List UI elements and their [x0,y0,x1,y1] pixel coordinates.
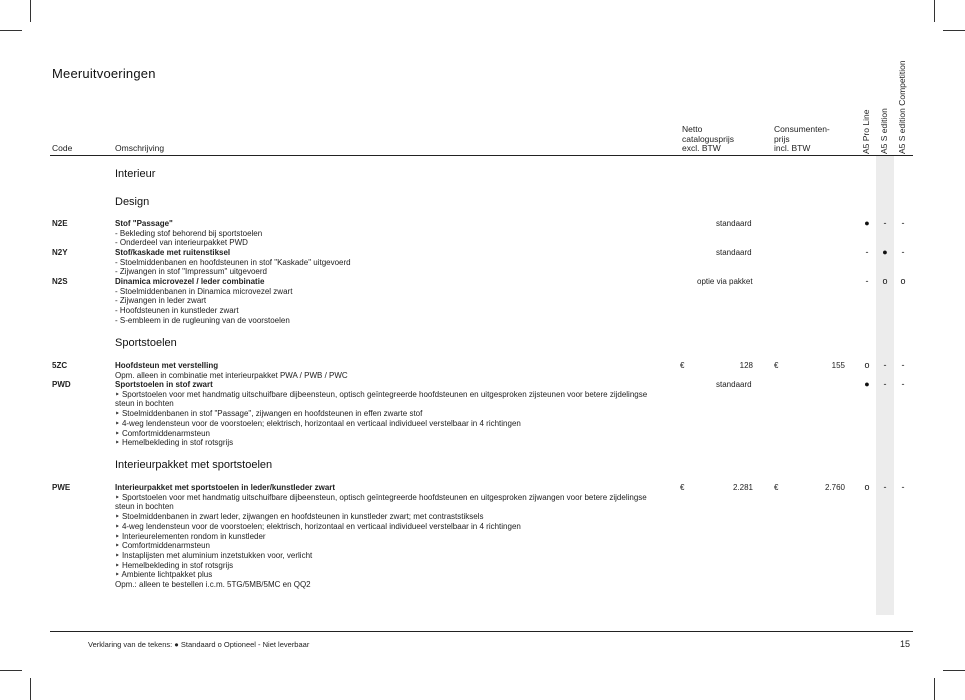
price-label: standaard [716,248,752,257]
row-code: PWE [52,483,71,492]
marker-competition: - [901,247,905,257]
header-consumer-line2: prijs [774,133,790,144]
section-design: Design [115,196,150,208]
row-line: ‣ Instaplijsten met aluminium inzetstukken voor, verlicht [115,550,313,560]
row-description [115,219,655,248]
price-label: standaard [716,219,752,228]
row-line: ‣ Interieurelementen rondom in kunstleder [115,531,266,541]
row-line: - Hoofdsteunen in kunstleder zwart [115,306,239,316]
header-description: Omschrijving [115,143,165,153]
row-title: Stof/kaskade met ruitenstiksel [115,248,231,257]
crop-mark [30,678,31,700]
marker-competition: o [900,276,906,286]
price-label: standaard [716,380,752,389]
row-line: ‣ Stoelmiddenbanen in stof "Passage", zijwangen en hoofdsteunen in effen zwarte stof [115,409,423,419]
header-netto-line2: catalogusprijs [682,133,734,144]
crop-mark [943,30,965,31]
section-interieur: Interieur [115,168,156,180]
row-line: ‣ Hemelbekleding in stof rotsgrijs [115,560,234,570]
netto-price: 2.281 [732,483,753,492]
header-netto-line3: excl. BTW [682,143,721,153]
marker-s-edition: ● [882,247,888,257]
legend: Verklaring van de tekens: ● Standaard o Optioneel - Niet leverbaar [88,640,310,649]
row-line: ‣ Comfortmiddenarmsteun [115,541,210,551]
crop-mark [0,670,22,671]
row-line: ‣ Comfortmiddenarmsteun [115,428,210,438]
marker-competition: - [901,218,905,228]
euro-sign: € [680,361,685,370]
consumer-price: 2.760 [824,483,845,492]
row-line: ‣ 4-weg lendensteun voor de voorstoelen; elektrisch, horizontaal en verticaal individueel verstelbaar in 4 richtingen [115,418,521,428]
euro-sign: € [680,483,685,492]
marker-pro-line: ● [864,218,870,228]
row-description [115,277,655,326]
price-label: optie via pakket [697,277,753,286]
marker-s-edition: - [883,218,887,228]
marker-competition: - [901,360,905,370]
header-rule [50,155,913,156]
row-code: N2S [52,277,68,286]
row-code: N2E [52,219,68,228]
header-consumer-line1: Consumenten- [774,124,830,134]
row-line: ‣ Hemelbekleding in stof rotsgrijs [115,438,234,448]
row-title: Hoofdsteun met verstelling [115,361,219,370]
row-line: ‣ 4-weg lendensteun voor de voorstoelen; elektrisch, horizontaal en verticaal individueel verstelbaar in 4 richtingen [115,521,521,531]
row-line: - Stoelmiddenbanen in Dinamica microvezel zwart [115,286,293,296]
row-description [115,380,655,448]
marker-s-edition: - [883,482,887,492]
row-line: ‣ Sportstoelen voor met handmatig uitschuifbare dijbeensteun, optisch geïntegreerde hoofdsteunen en uitgesproken zijsteunen voor betere zijdelingse steun in bochten [115,389,648,409]
marker-pro-line: - [865,276,869,286]
row-line: - S-embleem in de rugleuning van de voorstoelen [115,315,290,325]
row-line: - Bekleding stof behorend bij sportstoelen [115,228,263,238]
marker-competition: - [901,482,905,492]
header-netto-line1: Netto [682,124,703,134]
row-line: Opm.: alleen te bestellen i.c.m. 5TG/5MB/5MC en QQ2 [115,580,311,590]
header-consumer [774,125,830,154]
crop-mark [934,678,935,700]
row-line: ‣ Sportstoelen voor met handmatig uitschuifbare dijbeensteun, optisch geïntegreerde hoofdsteunen en uitgesproken zijwangen voor betere zijdelingse steun in bochten [115,492,647,512]
header-consumer-line3: incl. BTW [774,143,811,153]
section-sportstoelen: Sportstoelen [115,337,177,349]
header-col-pro-line: A5 Pro Line [861,109,871,154]
row-title: Stof "Passage" [115,219,173,228]
page-title: Meeruitvoeringen [52,66,156,81]
row-title: Interieurpakket met sportstoelen in leder/kunstleder zwart [115,483,336,492]
header-col-s-edition: A5 S edition [879,108,889,154]
marker-s-edition: o [882,276,888,286]
euro-sign: € [774,483,779,492]
row-description [115,361,655,380]
marker-pro-line: - [865,247,869,257]
row-code: N2Y [52,248,68,257]
row-title: Sportstoelen in stof zwart [115,380,213,389]
header-code: Code [52,143,73,153]
crop-mark [934,0,935,22]
row-line: - Zijwangen in stof "Impressum" uitgevoerd [115,267,267,277]
row-line: - Zijwangen in leder zwart [115,296,207,306]
crop-mark [943,670,965,671]
row-description [115,248,655,277]
crop-mark [0,30,22,31]
marker-competition: - [901,379,905,389]
consumer-price: 155 [831,361,845,370]
row-line: - Onderdeel van interieurpakket PWD [115,238,248,248]
marker-pro-line: o [864,482,870,492]
header-col-competition: A5 S edition Competition [897,60,907,154]
row-code: 5ZC [52,361,68,370]
row-code: PWD [52,380,71,389]
marker-pro-line: o [864,360,870,370]
section-interieurpakket: Interieurpakket met sportstoelen [115,459,273,471]
row-line: ‣ Ambiente lichtpakket plus [115,570,213,580]
row-line: Opm. alleen in combinatie met interieurpakket PWA / PWB / PWC [115,370,348,380]
row-line: - Stoelmiddenbanen en hoofdsteunen in stof "Kaskade" uitgevoerd [115,257,351,267]
crop-mark [30,0,31,22]
page-number: 15 [900,639,911,649]
row-title: Dinamica microvezel / leder combinatie [115,277,265,286]
netto-price: 128 [739,361,753,370]
marker-pro-line: ● [864,379,870,389]
row-description [115,483,655,590]
row-line: ‣ Stoelmiddenbanen in zwart leder, zijwangen en hoofdsteunen in kunstleder zwart; met contraststiksels [115,512,484,522]
footer-rule [50,631,913,632]
euro-sign: € [774,361,779,370]
marker-s-edition: - [883,379,887,389]
header-netto [682,125,734,154]
marker-s-edition: - [883,360,887,370]
